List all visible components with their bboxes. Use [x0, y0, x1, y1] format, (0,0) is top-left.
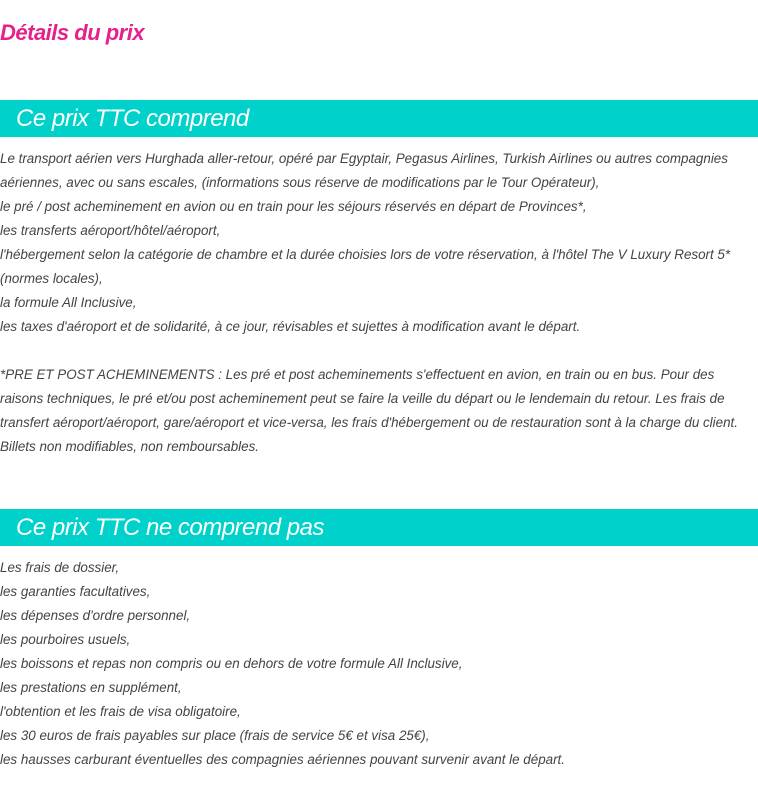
list-item: le pré / post acheminement en avion ou en train pour les séjours réservés en départ de Provinces*,: [0, 199, 587, 214]
list-item: l'obtention et les frais de visa obligatoire,: [0, 704, 241, 719]
included-list: [0, 147, 758, 459]
included-heading: Ce prix TTC comprend: [0, 100, 758, 137]
list-item: les garanties facultatives,: [0, 584, 151, 599]
list-item: les taxes d'aéroport et de solidarité, à ce jour, révisables et sujettes à modification avant le départ.: [0, 319, 581, 334]
list-item: l'hébergement selon la catégorie de chambre et la durée choisies lors de votre réservation, à l'hôtel The V Luxury Resort 5* (normes locales),: [0, 247, 731, 286]
list-item: Les frais de dossier,: [0, 560, 120, 575]
list-item: les pourboires usuels,: [0, 632, 131, 647]
page-title: Détails du prix: [0, 20, 145, 45]
list-item: Le transport aérien vers Hurghada aller-retour, opéré par Egyptair, Pegasus Airlines, Turkish Airlines ou autres compagnies aériennes, avec ou sans escales, (informations sous réserve de modifications par le Tour Opérateur),: [0, 151, 728, 190]
list-item: les dépenses d'ordre personnel,: [0, 608, 191, 623]
list-item: les prestations en supplément,: [0, 680, 182, 695]
list-item: les 30 euros de frais payables sur place (frais de service 5€ et visa 25€),: [0, 728, 430, 743]
list-item: les transferts aéroport/hôtel/aéroport,: [0, 223, 221, 238]
acheminement-note: *PRE ET POST ACHEMINEMENTS : Les pré et post acheminements s'effectuent en avion, en train ou en bus. Pour des raisons techniques, le pré et/ou post acheminement peut se faire la veille du départ ou le lendemain du retour. Les frais de transfert aéroport/aéroport, gare/aéroport et vice-versa, les frais d'hébergement ou de restauration sont à la charge du client. Billets non modifiables, non remboursables.: [0, 367, 738, 454]
list-item: les boissons et repas non compris ou en dehors de votre formule All Inclusive,: [0, 656, 463, 671]
list-item: les hausses carburant éventuelles des compagnies aériennes pouvant survenir avant le départ.: [0, 752, 565, 767]
excluded-heading: Ce prix TTC ne comprend pas: [0, 509, 758, 546]
excluded-list: [0, 556, 758, 772]
list-item: la formule All Inclusive,: [0, 295, 137, 310]
